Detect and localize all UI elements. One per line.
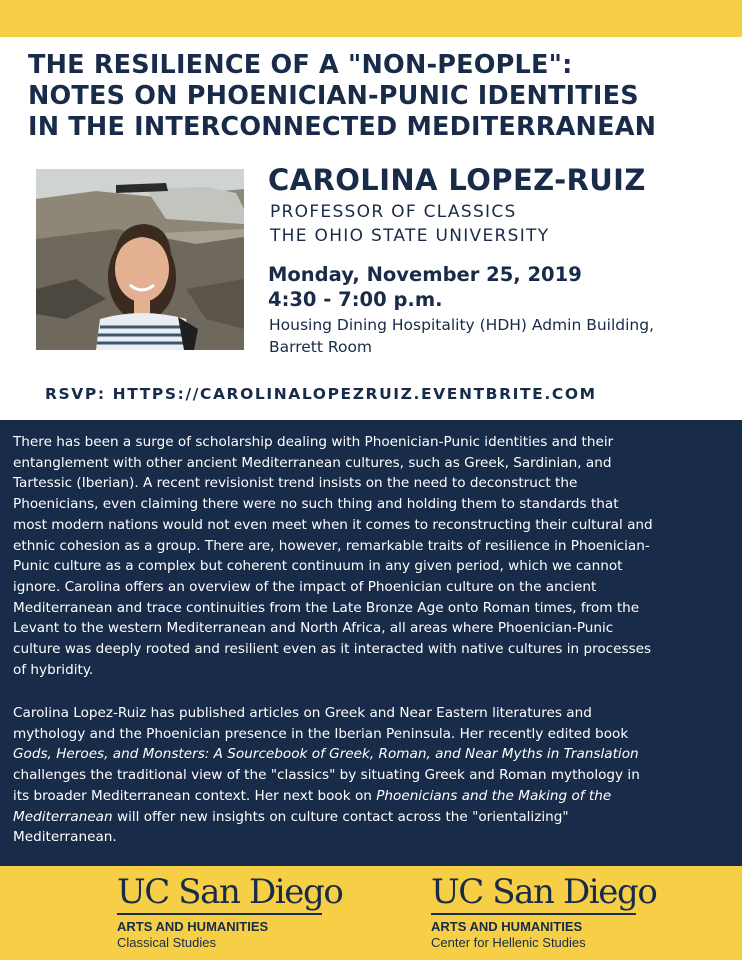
abstract-line: Punic culture as a complex but coherent continuum in any given period, which we cannot [13,558,623,575]
logo-wordmark: UC San Diego [117,872,343,912]
bio-paragraph [13,703,729,848]
logo-department: Center for Hellenic Studies [431,935,586,950]
speaker-photo-image [36,169,244,350]
abstract-line: ignore. Carolina offers an overview of the impact of Phoenician culture on the ancient [13,578,597,595]
event-title [28,50,728,143]
event-location-line: Housing Dining Hospitality (HDH) Admin Building, [269,316,655,334]
logo-unit: ARTS AND HUMANITIES [431,919,583,934]
abstract-line: of hybridity. [13,661,94,678]
event-location [269,314,729,358]
top-gold-band [0,0,742,37]
book-title-italic: Phoenicians and the Making of the [376,787,612,804]
event-title-line: NOTES ON PHOENICIAN-PUNIC IDENTITIES [28,81,639,111]
abstract-line: Tartessic (Iberian). A recent revisionist trend insists on the need to deconstruct the [13,475,578,492]
rsvp-link[interactable]: RSVP: HTTPS://CAROLINALOPEZRUIZ.EVENTBRITE.COM [45,385,597,403]
bio-line: Mediterranean. [13,829,117,846]
logo-unit: ARTS AND HUMANITIES [117,919,269,934]
ucsd-hellenic-studies-logo [431,873,656,950]
event-title-line: THE RESILIENCE OF A "NON-PEOPLE": [28,50,573,80]
abstract-line: most modern nations would not even meet when it comes to reconstructing their cultural and [13,516,653,533]
speaker-title-line: THE OHIO STATE UNIVERSITY [270,226,550,246]
abstract-line: Phoenicians, even claiming there were no such thing and holding them to standards that [13,496,619,513]
abstract-paragraph [13,432,729,680]
speaker-photo [36,169,244,350]
book-title-italic: Gods, Heroes, and Monsters: A Sourcebook of Greek, Roman, and Near Myths in Translation [13,746,639,763]
bio-line [13,744,729,765]
speaker-name: CAROLINA LOPEZ-RUIZ [268,163,646,197]
logo-divider [431,913,636,915]
book-title-italic: Mediterranean [13,808,113,825]
logo-divider [117,913,322,915]
abstract-line: Mediterranean and trace continuities from the Late Bronze Age onto Roman times, from the [13,599,640,616]
abstract-line: culture was deeply rooted and resilient even as it interacted with native cultures in processes [13,641,652,658]
event-date: Monday, November 25, 2019 [268,263,582,286]
bio-line: mythology and the Phoenician presence in the Iberian Peninsula. Her recently edited book [13,725,629,742]
bio-line: Carolina Lopez-Ruiz has published articles on Greek and Near Eastern literatures and [13,705,592,721]
ucsd-classical-studies-logo [117,873,342,950]
logo-department: Classical Studies [117,935,216,950]
abstract-line: entanglement with other ancient Mediterranean cultures, such as Greek, Sardinian, and [13,454,612,471]
bio-line [13,786,729,807]
event-time: 4:30 - 7:00 p.m. [268,288,443,311]
event-title-line: IN THE INTERCONNECTED MEDITERRANEAN [28,112,657,142]
abstract-line: There has been a surge of scholarship dealing with Phoenician-Punic identities and their [13,434,614,450]
abstract-line: Levant to the western Mediterranean and North Africa, all areas where Phoenician-Punic [13,620,614,637]
speaker-affiliation [270,200,730,248]
event-location-line: Barrett Room [269,338,373,356]
abstract-line: ethnic cohesion as a group. There are, however, remarkable traits of resilience in Phoenician- [13,537,650,554]
bio-line: challenges the traditional view of the "classics" by situating Greek and Roman mythology in [13,767,640,784]
bio-text: its broader Mediterranean context. Her next book on [13,787,377,804]
logo-wordmark: UC San Diego [431,872,657,912]
bio-line [13,807,729,828]
bio-text: will offer new insights on culture contact across the "orientalizing" [112,808,569,825]
speaker-title-line: PROFESSOR OF CLASSICS [270,202,517,222]
